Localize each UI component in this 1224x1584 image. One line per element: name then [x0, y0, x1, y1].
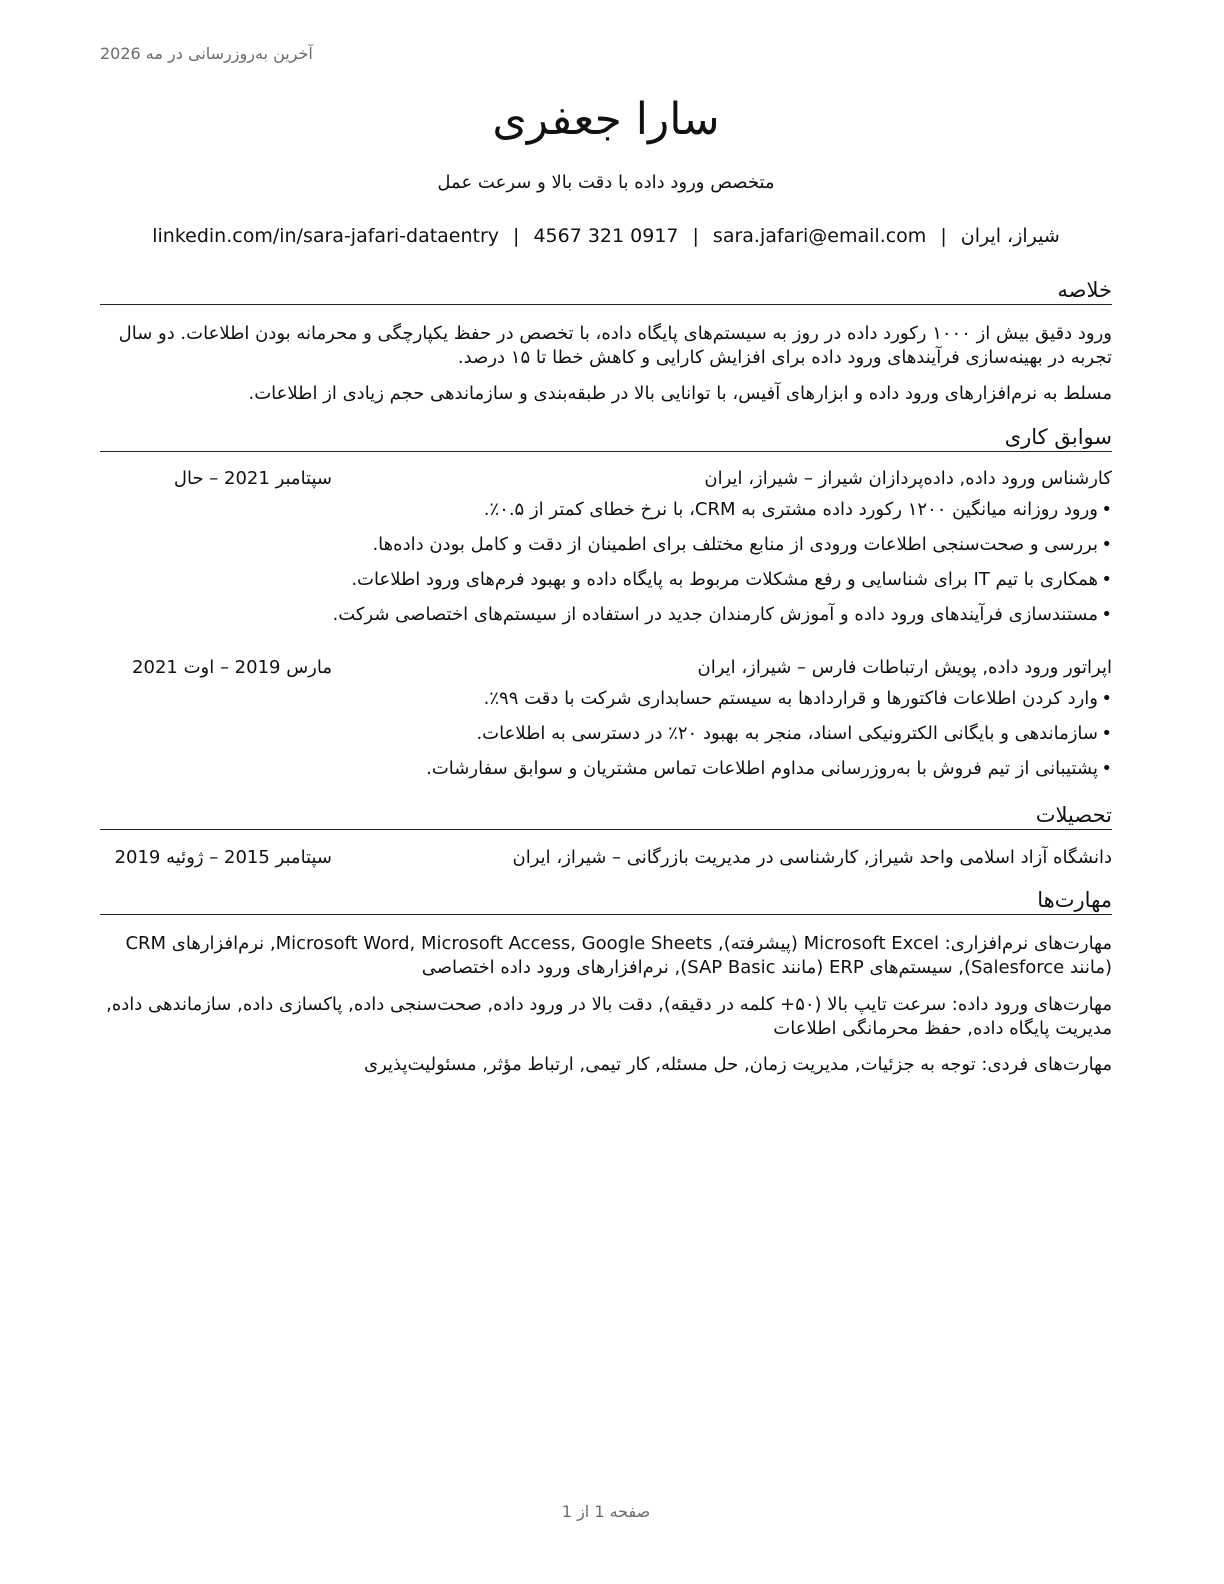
skills-line: مهارت‌های نرم‌افزاری: Microsoft Excel (پیشرفته), Microsoft Word, Microsoft Access, Google Sheets, نرم‌افزارهای CRM (مانند Salesforce), سیستم‌های ERP (مانند SAP Basic), نرم‌افزارهای ورود داده اختصاصی — [125, 933, 1112, 978]
job-dates: مارس 2019 – اوت 2021 — [132, 657, 332, 678]
section-title-experience: سوابق کاری — [100, 423, 1112, 452]
summary-paragraph: مسلط به نرم‌افزارهای ورود داده و ابزارهای آفیس، با توانایی بالا در طبقه‌بندی و سازماندهی حجم زیادی از اطلاعات. — [248, 383, 1112, 404]
resume-page — [100, 0, 1112, 1584]
list-item: •بررسی و صحت‌سنجی اطلاعات ورودی از منابع مختلف برای اطمینان از دقت و کامل بودن داده‌ها. — [372, 534, 1112, 555]
contact-separator: | — [513, 225, 520, 247]
job-role: اپراتور ورود داده, پویش ارتباطات فارس – شیراز، ایران — [697, 657, 1112, 678]
list-item: •پشتیبانی از تیم فروش با به‌روزرسانی مداوم اطلاعات تماس مشتریان و سوابق سفارشات. — [426, 758, 1112, 779]
contact-phone[interactable]: 4567 321 0917 — [533, 225, 679, 247]
list-item: •مستندسازی فرآیندهای ورود داده و آموزش کارمندان جدید در استفاده از سیستم‌های اختصاصی شرکت. — [332, 604, 1112, 625]
list-item: •همکاری با تیم IT برای شناسایی و رفع مشکلات مربوط به پایگاه داده و بهبود فرم‌های ورود اطلاعات. — [351, 569, 1112, 590]
last-updated-note: آخرین به‌روزرسانی در مه 2026 — [100, 44, 313, 63]
section-title-summary: خلاصه — [100, 276, 1112, 305]
skills-line: مهارت‌های ورود داده: سرعت تایپ بالا (۵۰+ کلمه در دقیقه), دقت بالا در ورود داده, صحت‌سنجی داده, پاکسازی داده, سازماندهی داده, مدیریت پایگاه داده, حفظ محرمانگی اطلاعات — [106, 994, 1112, 1039]
skills-line: مهارت‌های فردی: توجه به جزئیات, مدیریت زمان, حل مسئله, کار تیمی, ارتباط مؤثر, مسئولیت‌پذیری — [363, 1054, 1112, 1075]
job-role: کارشناس ورود داده, داده‌پردازان شیراز – شیراز، ایران — [704, 468, 1112, 489]
job-bullets — [100, 686, 1112, 791]
list-item: •ورود روزانه میانگین ۱۲۰۰ رکورد داده مشتری به CRM، با نرخ خطای کمتر از ۰.۵٪. — [483, 499, 1112, 520]
summary-paragraph: ورود دقیق بیش از ۱۰۰۰ رکورد داده در روز به سیستم‌های پایگاه داده، با تخصص در حفظ یکپارچگی و محرمانه بودن اطلاعات. دو سال تجربه در بهینه‌سازی فرآیندهای ورود داده برای افزایش کارایی و کاهش خطا تا ۱۵ درصد. — [118, 323, 1112, 368]
list-item: •وارد کردن اطلاعات فاکتورها و قراردادها به سیستم حسابداری شرکت با دقت ۹۹٪. — [483, 688, 1112, 709]
contact-location: شیراز، ایران — [960, 225, 1060, 247]
job-header — [100, 466, 1112, 492]
page-number: صفحه 1 از 1 — [561, 1502, 651, 1521]
education-dates: سپتامبر 2015 – ژوئیه 2019 — [114, 847, 332, 868]
contact-separator: | — [692, 225, 699, 247]
section-title-education: تحصیلات — [100, 801, 1112, 830]
contact-linkedin[interactable]: linkedin.com/in/sara-jafari-dataentry — [152, 225, 500, 247]
education-item — [100, 845, 1112, 871]
contact-email[interactable]: sara.jafari@email.com — [712, 225, 927, 247]
candidate-headline: متخصص ورود داده با دقت بالا و سرعت عمل — [437, 172, 775, 193]
list-item: •سازماندهی و بایگانی الکترونیکی اسناد، منجر به بهبود ۲۰٪ در دسترسی به اطلاعات. — [476, 723, 1112, 744]
job-bullets — [100, 497, 1112, 637]
job-dates: سپتامبر 2021 – حال — [173, 468, 332, 489]
contact-line — [100, 222, 1112, 250]
contact-separator: | — [940, 225, 947, 247]
candidate-name: سارا جعفری — [492, 94, 720, 145]
education-degree: دانشگاه آزاد اسلامی واحد شیراز, کارشناسی در مدیریت بازرگانی – شیراز، ایران — [512, 847, 1112, 868]
job-header — [100, 655, 1112, 681]
section-title-skills: مهارت‌ها — [100, 886, 1112, 915]
